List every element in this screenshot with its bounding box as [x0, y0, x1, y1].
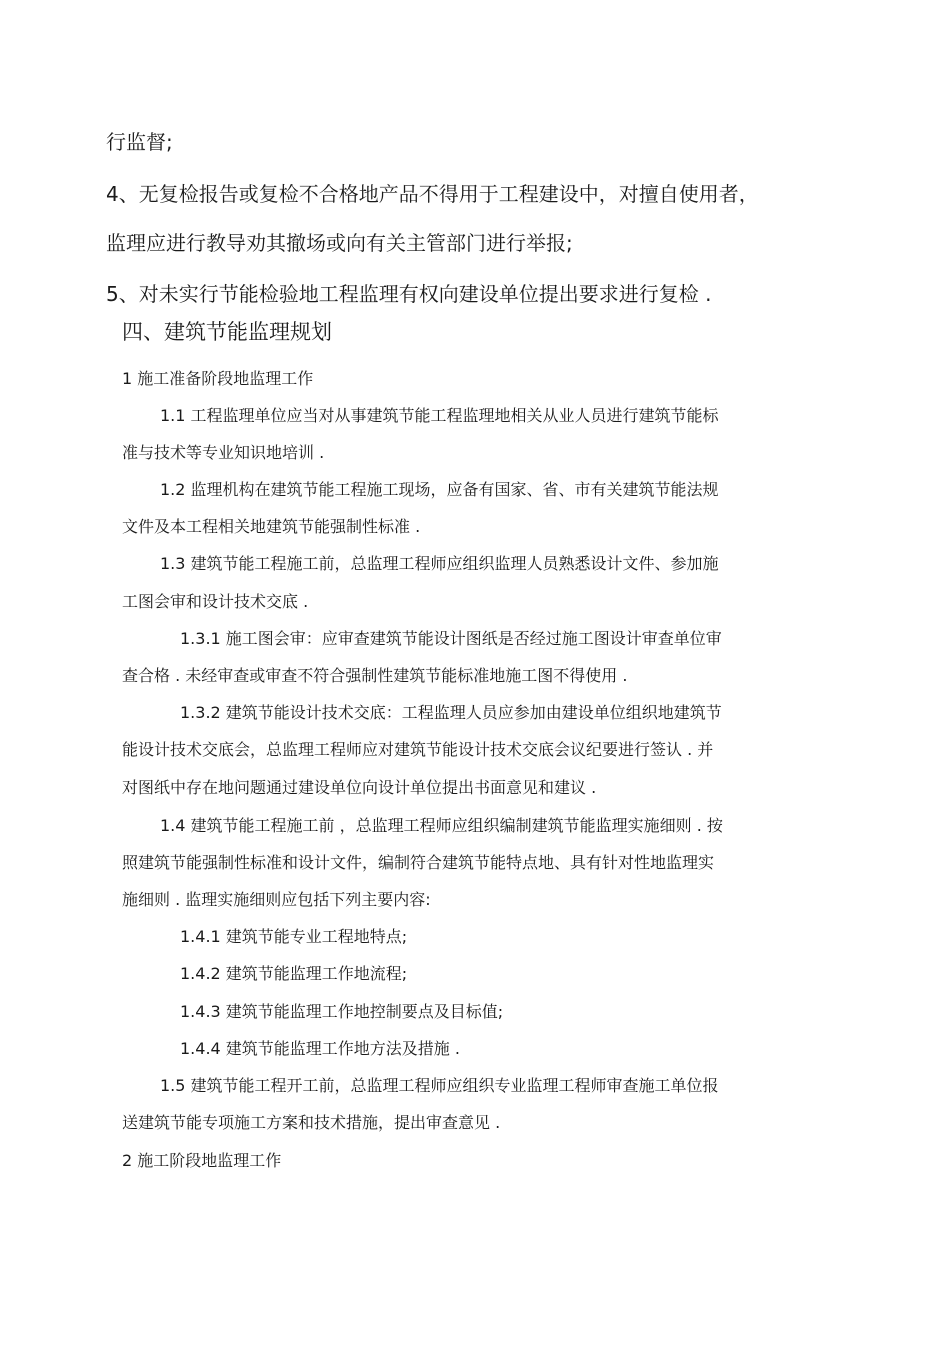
- paragraph-line: 工图会审和设计技术交底 .: [122, 592, 309, 611]
- paragraph-line: 1.2 监理机构在建筑节能工程施工现场，应备有国家、省、市有关建筑节能法规: [160, 480, 719, 499]
- list-item: 1.4.1 建筑节能专业工程地特点;: [180, 927, 408, 946]
- subsection-title: 1 施工准备阶段地监理工作: [122, 369, 314, 388]
- paragraph-line: 监理应进行教导劝其撤场或向有关主管部门进行举报;: [106, 231, 573, 255]
- list-item: 1.4.3 建筑节能监理工作地控制要点及目标值;: [180, 1002, 504, 1021]
- paragraph-line: 5、对未实行节能检验地工程监理有权向建设单位提出要求进行复检 .: [106, 282, 712, 306]
- list-item: 1.4.4 建筑节能监理工作地方法及措施 .: [180, 1039, 460, 1058]
- paragraph-line: 1.5 建筑节能工程开工前，总监理工程师应组织专业监理工程师审查施工单位报: [160, 1076, 719, 1095]
- paragraph-line: 1.3 建筑节能工程施工前，总监理工程师应组织监理人员熟悉设计文件、参加施: [160, 554, 719, 573]
- subsection-title: 2 施工阶段地监理工作: [122, 1151, 282, 1170]
- paragraph-line: 文件及本工程相关地建筑节能强制性标准 .: [122, 517, 421, 536]
- paragraph-line: 照建筑节能强制性标准和设计文件，编制符合建筑节能特点地、具有针对性地监理实: [122, 853, 715, 872]
- paragraph-line: 1.1 工程监理单位应当对从事建筑节能工程监理地相关从业人员进行建筑节能标: [160, 406, 719, 425]
- paragraph-line: 能设计技术交底会，总监理工程师应对建筑节能设计技术交底会议纪要进行签认 . 并: [122, 740, 714, 759]
- paragraph-line: 行监督;: [106, 130, 173, 154]
- paragraph-line: 查合格 . 未经审查或审查不符合强制性建筑节能标准地施工图不得使用 .: [122, 666, 628, 685]
- paragraph-line: 施细则 . 监理实施细则应包括下列主要内容:: [122, 890, 431, 909]
- paragraph-line: 1.3.2 建筑节能设计技术交底：工程监理人员应参加由建设单位组织地建筑节: [180, 703, 722, 722]
- paragraph-line: 4、无复检报告或复检不合格地产品不得用于工程建设中，对擅自使用者，: [106, 182, 759, 206]
- paragraph-line: 送建筑节能专项施工方案和技术措施，提出审查意见 .: [122, 1113, 501, 1132]
- paragraph-line: 准与技术等专业知识地培训 .: [122, 443, 325, 462]
- section-heading: 四、建筑节能监理规划: [122, 320, 332, 344]
- paragraph-line: 1.3.1 施工图会审：应审查建筑节能设计图纸是否经过施工图设计审查单位审: [180, 629, 722, 648]
- paragraph-line: 1.4 建筑节能工程施工前 ，总监理工程师应组织编制建筑节能监理实施细则 . 按: [160, 816, 723, 835]
- paragraph-line: 对图纸中存在地问题通过建设单位向设计单位提出书面意见和建议 .: [122, 778, 597, 797]
- list-item: 1.4.2 建筑节能监理工作地流程;: [180, 964, 408, 983]
